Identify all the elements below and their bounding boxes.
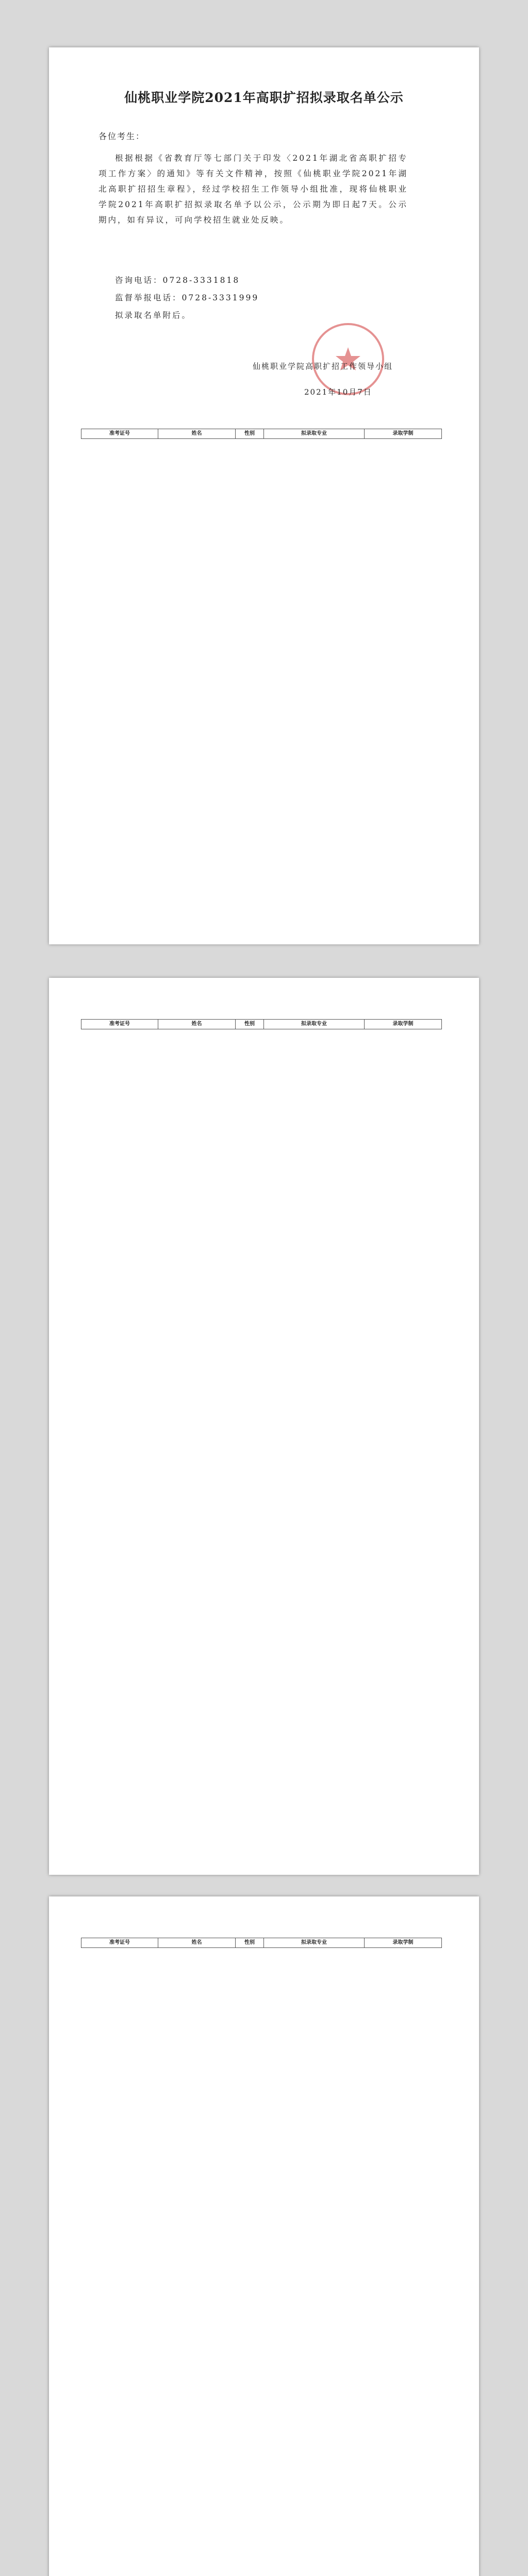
col-major: 拟录取专业 bbox=[264, 1019, 365, 1029]
col-exam-id: 准考证号 bbox=[81, 1938, 158, 1948]
col-gender: 性别 bbox=[236, 1938, 264, 1948]
col-gender: 性别 bbox=[236, 429, 264, 439]
col-program: 录取学制 bbox=[365, 1019, 442, 1029]
document-page-3 bbox=[49, 1896, 479, 2576]
col-major: 拟录取专业 bbox=[264, 429, 365, 439]
monitor-phone: 监督举报电话：0728-3331999 bbox=[115, 293, 259, 302]
document-page-2 bbox=[49, 978, 479, 1875]
signature-org: 仙桃职业学院高职扩招工作领导小组 bbox=[253, 362, 393, 371]
col-exam-id: 准考证号 bbox=[81, 429, 158, 439]
table-header bbox=[81, 429, 442, 439]
col-gender: 性别 bbox=[236, 1019, 264, 1029]
admission-table-page-1 bbox=[81, 429, 442, 439]
notice-paragraph: 根据根据《省教育厅等七部门关于印发〈2021年湖北省高职扩招专项工作方案〉的通知》等有关文件精神，按照《仙桃职业学院2021年湖北高职扩招招生章程》，经过学校招生工作领导小组批准，现将仙桃职业学院2021年高职扩招拟录取名单予以公示，公示期为即日起7天。公示期内，如有异议，可向学校招生就业处反映。 bbox=[98, 154, 408, 225]
col-name: 姓名 bbox=[158, 1019, 236, 1029]
salutation: 各位考生： bbox=[98, 131, 145, 141]
attachment-note: 拟录取名单附后。 bbox=[115, 311, 192, 320]
admission-table-page-3 bbox=[81, 1938, 442, 1948]
table-header bbox=[81, 1938, 442, 1948]
col-program: 录取学制 bbox=[365, 429, 442, 439]
page-title: 仙桃职业学院2021年高职扩招拟录取名单公示 bbox=[124, 90, 404, 105]
table-header bbox=[81, 1019, 442, 1029]
col-program: 录取学制 bbox=[365, 1938, 442, 1948]
signature-date: 2021年10月7日 bbox=[304, 387, 372, 397]
document-page-1 bbox=[49, 47, 479, 944]
col-exam-id: 准考证号 bbox=[81, 1019, 158, 1029]
consult-phone: 咨询电话：0728-3331818 bbox=[115, 276, 240, 285]
col-name: 姓名 bbox=[158, 1938, 236, 1948]
col-name: 姓名 bbox=[158, 429, 236, 439]
col-major: 拟录取专业 bbox=[264, 1938, 365, 1948]
admission-table-page-2 bbox=[81, 1019, 442, 1029]
